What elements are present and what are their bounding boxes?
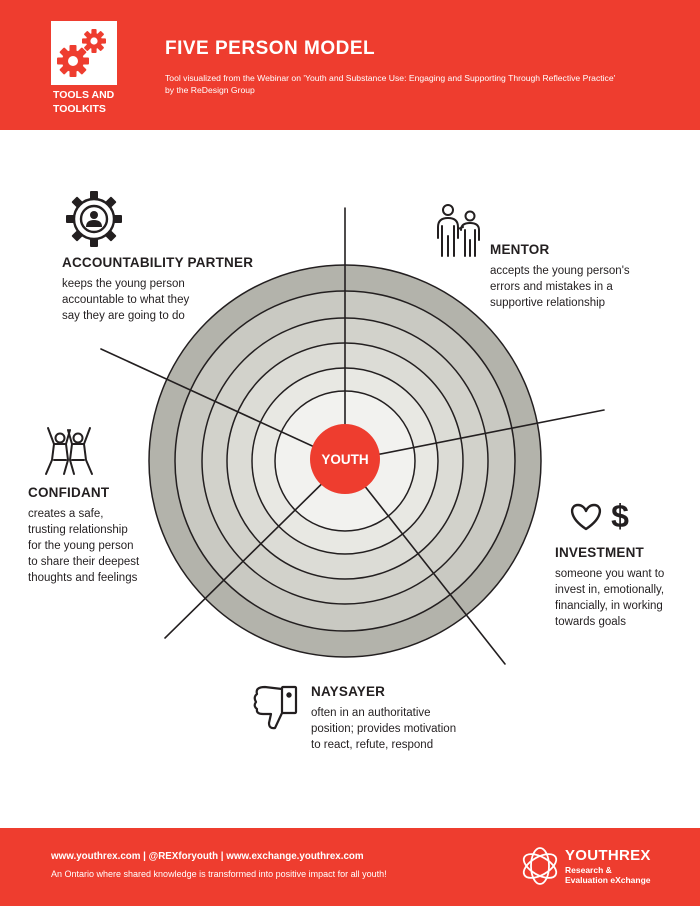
page-title: FIVE PERSON MODEL (165, 38, 376, 59)
subtitle-line-2: by the ReDesign Group (165, 85, 255, 95)
confidant-desc-line: trusting relationship (28, 524, 128, 536)
confidant-desc-line: for the young person (28, 540, 134, 552)
subtitle-line-1: Tool visualized from the Webinar on 'Youth and Substance Use: Engaging and Supporting Through Reflective Practice' (165, 73, 616, 83)
header-banner (0, 0, 700, 130)
dollar-icon: $ (611, 498, 629, 534)
investment-desc (555, 566, 664, 630)
investment-desc-line: towards goals (555, 616, 626, 628)
tools-badge (51, 21, 117, 117)
mentor-desc-line: errors and mistakes in a (490, 281, 613, 293)
naysayer-desc-line: position; provides motivation (311, 723, 457, 735)
thumbs-down-icon (255, 687, 296, 728)
confidant-desc-line: thoughts and feelings (28, 572, 138, 584)
footer-tagline: An Ontario where shared knowledge is transformed into positive impact for all youth! (51, 869, 387, 879)
mentor-title: MENTOR (490, 242, 550, 257)
heart-dollar-icon (572, 498, 629, 534)
mentor-desc-line: supportive relationship (490, 297, 606, 309)
page-subtitle (165, 72, 665, 96)
brand-subtitle-1: Research & (565, 865, 612, 875)
brand-subtitle-2: Evaluation eXchange (565, 875, 651, 885)
naysayer-desc-line: often in an authoritative (311, 707, 431, 719)
brand-name: YOUTHREX (565, 847, 651, 864)
accountability-desc-line: keeps the young person (62, 278, 185, 290)
investment-desc-line: invest in, emotionally, (555, 584, 665, 596)
accountability-desc (62, 276, 189, 324)
footer-links[interactable]: www.youthrex.com | @REXforyouth | www.exchange.youthrex.com (51, 851, 364, 862)
badge-label (53, 88, 133, 116)
confidant-title: CONFIDANT (28, 485, 110, 500)
youthrex-logo-icon (518, 845, 562, 887)
adult-and-child-icon (438, 205, 479, 256)
confidant-desc (28, 506, 139, 586)
badge-box (51, 21, 117, 85)
accountability-title: ACCOUNTABILITY PARTNER (62, 255, 254, 270)
investment-desc-line: someone you want to (555, 568, 665, 580)
investment-title: INVESTMENT (555, 545, 645, 560)
badge-line-1: TOOLS AND (53, 89, 115, 101)
naysayer-desc (311, 705, 456, 753)
heart-icon (572, 505, 600, 529)
mentor-desc (490, 263, 630, 311)
confidant-desc-line: creates a safe, (28, 508, 104, 520)
naysayer-desc-line: to react, refute, respond (311, 739, 434, 751)
youth-label: YOUTH (321, 452, 369, 467)
mentor-desc-line: accepts the young person's (490, 265, 630, 277)
investment-desc-line: financially, in working (555, 600, 663, 612)
accountability-desc-line: say they are going to do (62, 310, 185, 322)
confidant-desc-line: to share their deepest (28, 556, 140, 568)
footer-banner (0, 828, 700, 906)
naysayer-title: NAYSAYER (311, 684, 386, 699)
gear-person-icon (66, 191, 122, 247)
youth-center (310, 424, 380, 494)
accountability-desc-line: accountable to what they (62, 294, 190, 306)
two-people-cheering-icon (46, 428, 92, 474)
gears-icon (51, 21, 117, 85)
badge-line-2: TOOLKITS (53, 103, 106, 115)
